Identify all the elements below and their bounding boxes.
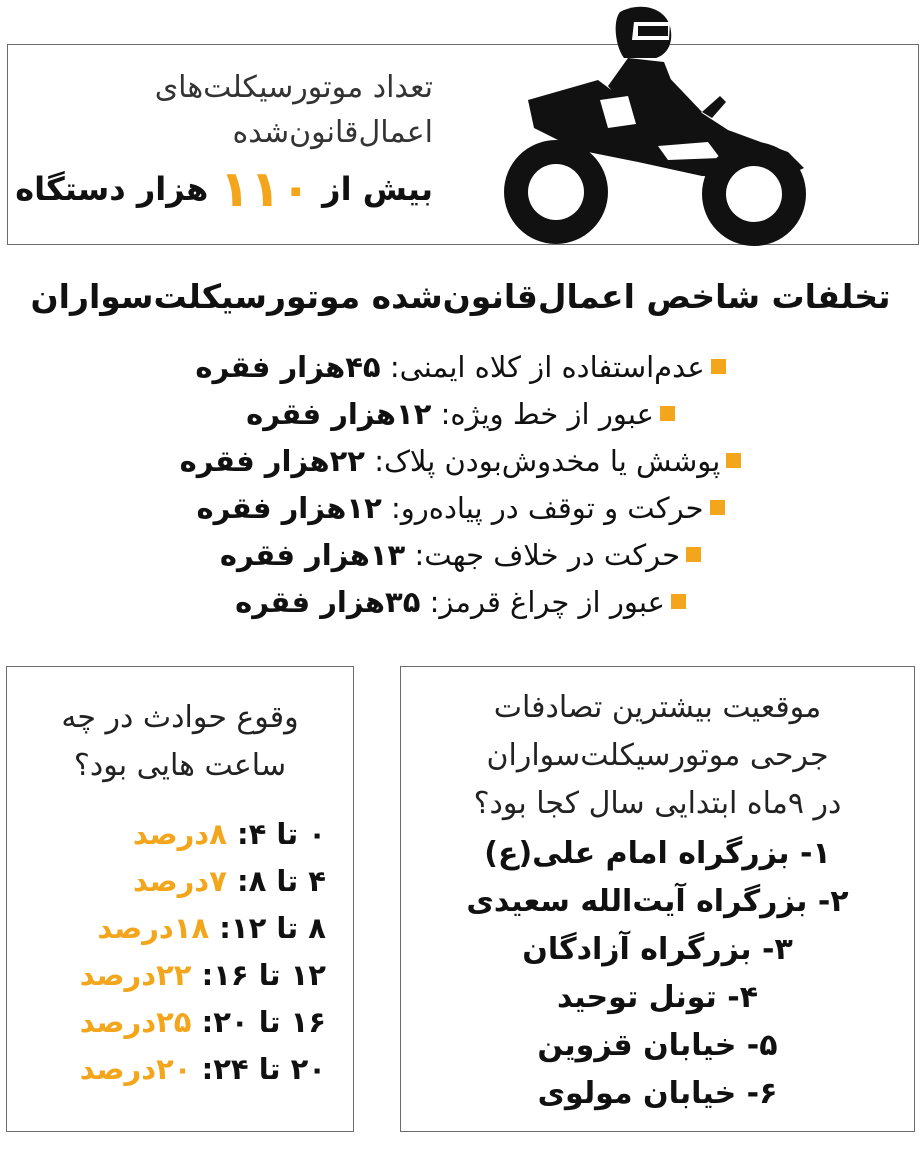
hour-range: ۲۰ تا ۲۴:	[201, 1052, 326, 1086]
hour-percent: ۲۵درصد	[79, 1005, 192, 1039]
violation-value: ۳۵هزار فقره	[235, 585, 421, 619]
hours-title-line1: وقوع حوادث در چه	[61, 700, 299, 735]
hour-row	[56, 1052, 326, 1086]
hour-range: ۰ تا ۴:	[237, 817, 326, 851]
location-item: ۱- بزرگراه امام علی(ع)	[484, 836, 831, 871]
violation-item	[0, 585, 921, 619]
locations-title-line2: جرحی موتورسیکلت‌سواران	[486, 738, 829, 773]
violation-label: حرکت و توقف در پیاده‌رو:	[391, 491, 704, 525]
hour-range: ۴ تا ۸:	[237, 864, 326, 898]
bullet-square-icon	[660, 406, 675, 421]
motorcycle-rider-icon	[488, 0, 828, 255]
violation-item	[0, 397, 921, 431]
header-line3-pre: بیش از	[322, 170, 433, 208]
hour-row	[56, 864, 326, 898]
violation-value: ۲۲هزار فقره	[179, 444, 365, 478]
violations-title: تخلفات شاخص اعمال‌قانون‌شده موتورسیکلت‌سواران	[30, 277, 891, 316]
bullet-square-icon	[686, 547, 701, 562]
violation-label: عبور از خط ویژه:	[440, 397, 654, 431]
violation-label: عدم‌استفاده از کلاه ایمنی:	[389, 350, 705, 384]
violation-item	[0, 538, 921, 572]
bullet-square-icon	[711, 359, 726, 374]
violation-label: پوشش یا مخدوش‌بودن پلاک:	[374, 444, 721, 478]
hour-percent: ۷درصد	[132, 864, 227, 898]
location-item: ۶- خیابان مولوی	[537, 1076, 778, 1111]
hour-row	[56, 911, 326, 945]
location-item: ۵- خیابان قزوین	[537, 1028, 778, 1063]
header-line3-post: هزار دستگاه	[15, 170, 209, 208]
violation-value: ۱۲هزار فقره	[246, 397, 432, 431]
hour-percent: ۱۸درصد	[97, 911, 210, 945]
hour-row	[56, 1005, 326, 1039]
hour-range: ۸ تا ۱۲:	[219, 911, 326, 945]
header-line3	[15, 160, 433, 218]
location-item: ۴- تونل توحید	[556, 980, 759, 1015]
locations-title-line1: موقعیت بیشترین تصادفات	[493, 690, 822, 725]
location-item: ۳- بزرگراه آزادگان	[522, 932, 793, 967]
hour-percent: ۲۰درصد	[79, 1052, 192, 1086]
locations-title-line3: در ۹ماه ابتدایی سال کجا بود؟	[473, 786, 842, 821]
bullet-square-icon	[710, 500, 725, 515]
violation-value: ۱۳هزار فقره	[219, 538, 406, 572]
violation-item	[0, 491, 921, 525]
bullet-square-icon	[726, 453, 741, 468]
hour-percent: ۲۲درصد	[79, 958, 192, 992]
hour-range: ۱۶ تا ۲۰:	[201, 1005, 326, 1039]
hour-row	[56, 817, 326, 851]
violation-item	[0, 444, 921, 478]
header-line1: تعداد موتورسیکلت‌های	[154, 70, 433, 105]
violation-label: عبور از چراغ قرمز:	[429, 585, 665, 619]
violation-value: ۴۵هزار فقره	[195, 350, 381, 384]
hour-row	[56, 958, 326, 992]
bullet-square-icon	[671, 594, 686, 609]
location-item: ۲- بزرگراه آیت‌الله سعیدی	[466, 884, 849, 919]
hour-percent: ۸درصد	[132, 817, 227, 851]
header-line2: اعمال‌قانون‌شده	[232, 115, 433, 150]
header-count: ۱۱۰	[219, 160, 312, 218]
violation-value: ۱۲هزار فقره	[196, 491, 382, 525]
hour-range: ۱۲ تا ۱۶:	[201, 958, 326, 992]
violation-label: حرکت در خلاف جهت:	[414, 538, 681, 572]
hours-title-line2: ساعت هایی بود؟	[73, 748, 287, 783]
violation-item	[0, 350, 921, 384]
